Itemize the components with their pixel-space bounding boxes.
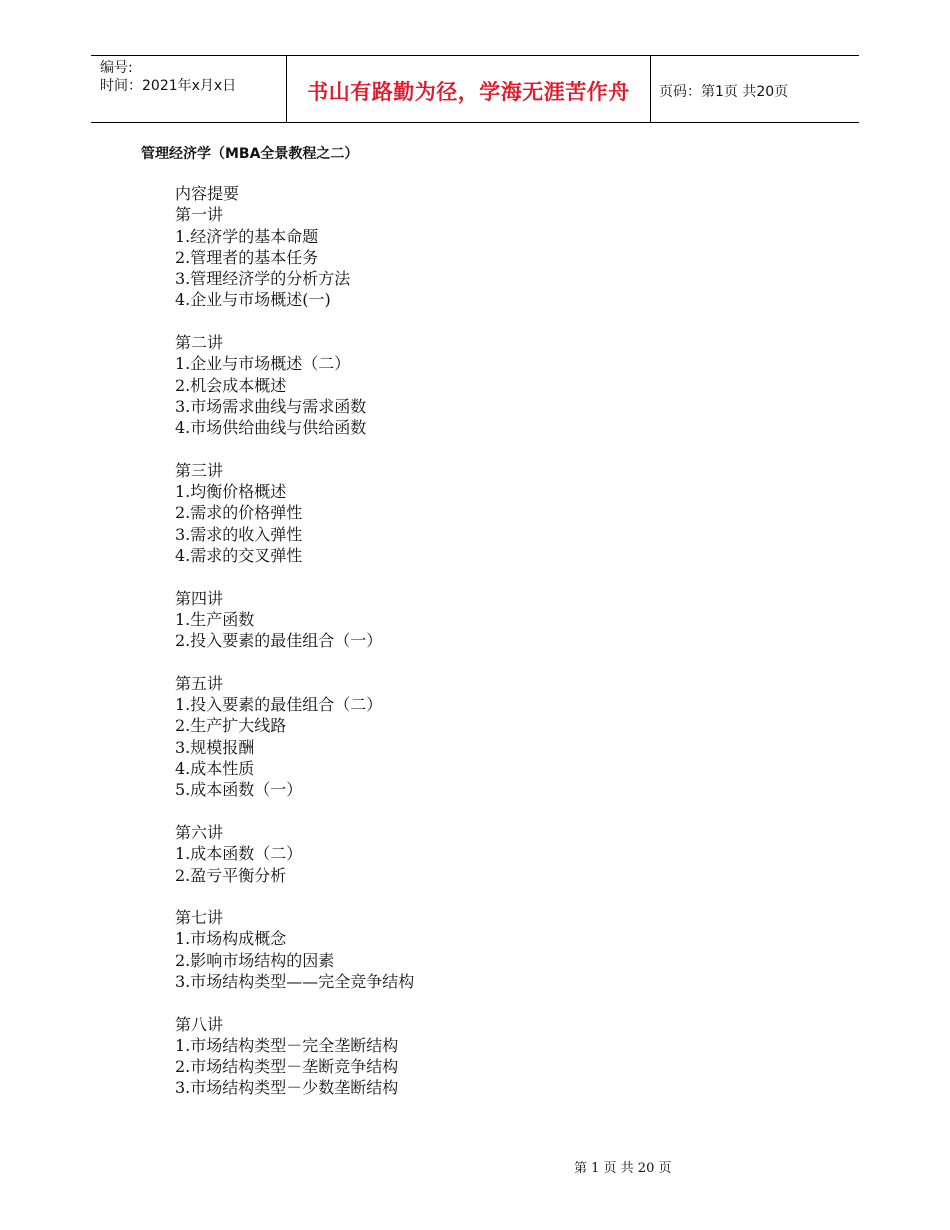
page-info: 页码：第1页 共20页 [659,84,789,100]
lecture-item: 2.投入要素的最佳组合（一） [175,631,383,651]
lecture-item: 4.市场供给曲线与供给函数 [175,418,367,438]
number-label: 编号: [100,60,133,76]
lecture-item: 2.市场结构类型－垄断竞争结构 [175,1057,399,1077]
lecture-item: 4.需求的交叉弹性 [175,546,303,566]
lecture-item: 1.企业与市场概述（二） [175,354,351,374]
lecture-title: 第五讲 [175,673,224,693]
lecture-item: 2.机会成本概述 [175,375,287,395]
section-gap [175,311,775,332]
lecture-item: 1.成本函数（二） [175,844,303,864]
header-table [91,55,859,123]
lecture-title: 第四讲 [175,588,224,608]
lecture-item: 3.市场结构类型——完全竞争结构 [175,971,415,991]
lecture-title: 第三讲 [175,460,224,480]
document-title: 管理经济学（MBA全景教程之二） [141,146,359,162]
lecture-item: 3.市场结构类型－少数垄断结构 [175,1078,399,1098]
lecture-item: 1.市场构成概念 [175,929,287,949]
lecture-item: 2.管理者的基本任务 [175,247,319,267]
time-label: 时间：2021年x月x日 [100,78,237,94]
lecture-title: 第六讲 [175,822,224,842]
lecture-item: 2.盈亏平衡分析 [175,865,287,885]
header-motto-cell [286,56,651,122]
summary-heading: 内容提要 [175,184,240,203]
lecture-item: 4.企业与市场概述(一) [175,290,331,310]
lecture-item: 2.生产扩大线路 [175,716,287,736]
lecture-item: 4.成本性质 [175,759,255,779]
lecture-title: 第二讲 [175,333,224,353]
section-gap [175,566,775,587]
lecture-title: 第一讲 [175,205,224,225]
section-gap [175,439,775,460]
section-gap [175,801,775,822]
lecture-item: 3.管理经济学的分析方法 [175,269,351,289]
lecture-item: 1.均衡价格概述 [175,482,287,502]
lecture-title: 第七讲 [175,908,224,928]
page-footer: 第 1 页 共 20 页 [574,1161,672,1176]
lecture-item: 3.市场需求曲线与需求函数 [175,396,367,416]
section-gap [175,992,775,1013]
section-gap [175,652,775,673]
lecture-item: 1.投入要素的最佳组合（二） [175,695,383,715]
table-of-contents [175,183,775,1099]
header-meta-cell [91,56,286,122]
lecture-item: 2.影响市场结构的因素 [175,950,335,970]
section-gap [175,886,775,907]
lecture-item: 1.生产函数 [175,609,255,629]
lecture-item: 1.市场结构类型－完全垄断结构 [175,1035,399,1055]
lecture-item: 1.经济学的基本命题 [175,226,319,246]
lecture-item: 3.需求的收入弹性 [175,524,303,544]
lecture-item: 3.规模报酬 [175,737,255,757]
lecture-item: 5.成本函数（一） [175,780,303,800]
header-page-cell [650,56,859,122]
lecture-item: 2.需求的价格弹性 [175,503,303,523]
lecture-title: 第八讲 [175,1014,224,1034]
motto-text: 书山有路勤为径，学海无涯苦作舟 [307,80,630,104]
